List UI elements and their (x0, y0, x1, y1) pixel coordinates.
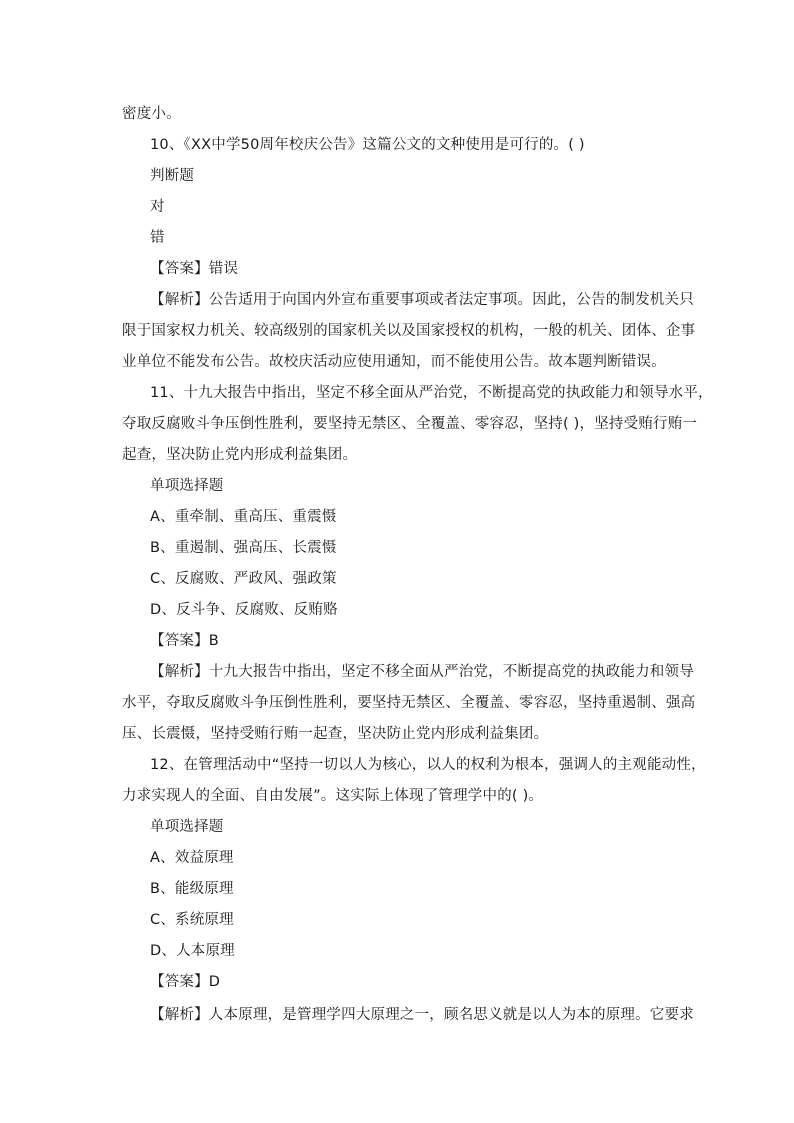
option-true: 对 (150, 199, 165, 215)
question-12: 12、在管理活动中“坚持一切以人为核心，以人的权利为根本，强调人的主观能动性， (150, 757, 706, 773)
text-line-continuation: 密度小。 (122, 106, 181, 122)
question-type-label: 判断题 (150, 168, 195, 184)
option-d: D、反斗争、反腐败、反贿赂 (150, 602, 338, 618)
question-11: 11、十九大报告中指出，坚定不移全面从严治党，不断提高党的执政能力和领导水平， (150, 385, 713, 401)
explanation-line: 【解析】十九大报告中指出，坚定不移全面从严治党，不断提高党的执政能力和领导 (150, 664, 694, 680)
answer-line: 【答案】B (150, 633, 219, 649)
explanation-line: 限于国家权力机关、较高级别的国家机关以及国家授权的机构，一般的机关、团体、企事 (122, 323, 696, 339)
option-false: 错 (150, 230, 165, 246)
option-b: B、能级原理 (150, 881, 234, 897)
question-type-label: 单项选择题 (150, 819, 224, 835)
option-c: C、系统原理 (150, 912, 234, 928)
question-10: 10、《XX中学50周年校庆公告》这篇公文的文种使用是可行的。( ) (150, 137, 585, 153)
explanation-line: 【解析】公告适用于向国内外宣布重要事项或者法定事项。因此，公告的制发机关只 (150, 292, 694, 308)
option-a: A、效益原理 (150, 850, 234, 866)
question-type-label: 单项选择题 (150, 478, 224, 494)
question-12-cont: 力求实现人的全面、自由发展”。这实际上体现了管理学中的( )。 (122, 788, 544, 804)
option-d: D、人本原理 (150, 943, 235, 959)
option-a: A、重牵制、重高压、重震慑 (150, 509, 337, 525)
question-11-cont: 起查，坚决防止党内形成利益集团。 (122, 447, 358, 463)
option-b: B、重遏制、强高压、长震慑 (150, 540, 337, 556)
explanation-line: 水平，夺取反腐败斗争压倒性胜利，要坚持无禁区、全覆盖、零容忍，坚持重遏制、强高 (122, 695, 696, 711)
explanation-line: 业单位不能发布公告。故校庆活动应使用通知，而不能使用公告。故本题判断错误。 (122, 354, 666, 370)
answer-line: 【答案】错误 (150, 261, 239, 277)
option-c: C、反腐败、严政风、强政策 (150, 571, 337, 587)
explanation-line: 压、长震慑，坚持受贿行贿一起查，坚决防止党内形成利益集团。 (122, 726, 549, 742)
explanation-line: 【解析】人本原理，是管理学四大原理之一，顾名思义就是以人为本的原理。它要求 (150, 1007, 694, 1023)
answer-line: 【答案】D (150, 974, 221, 990)
question-11-cont: 夺取反腐败斗争压倒性胜利，要坚持无禁区、全覆盖、零容忍，坚持( )，坚持受贿行贿一 (122, 416, 698, 432)
